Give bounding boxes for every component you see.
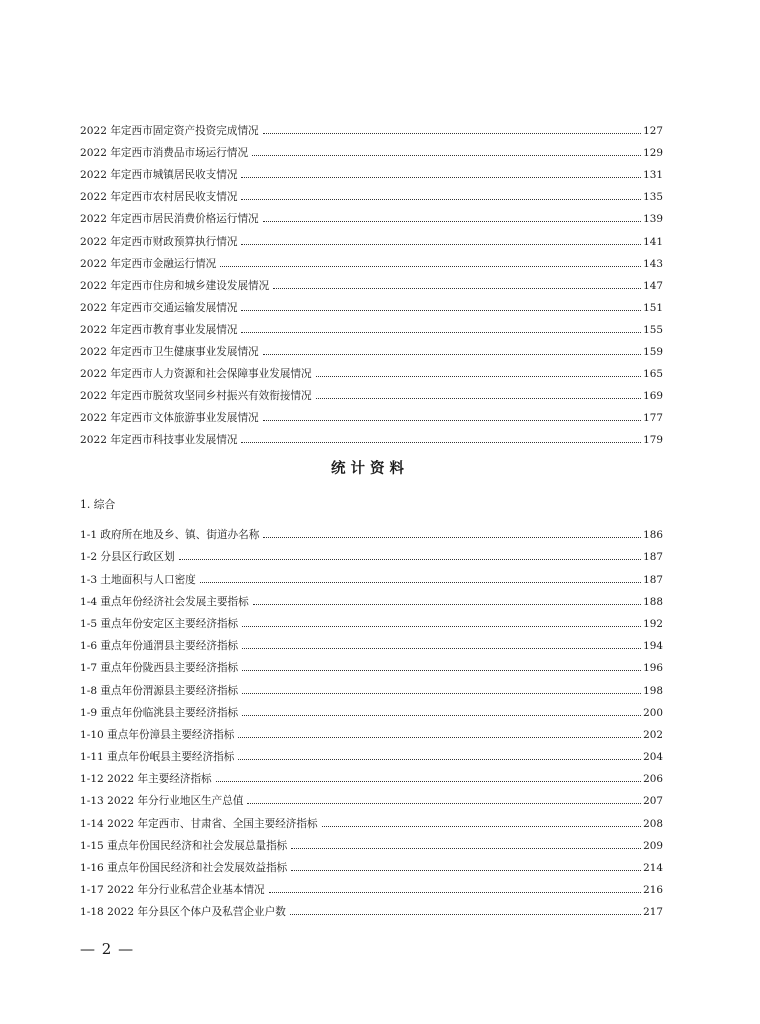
toc-entry-page: 188 [643, 595, 663, 608]
toc-entry[interactable] [80, 807, 663, 829]
dot-leader [242, 715, 641, 716]
toc-entry-page: 198 [643, 684, 663, 697]
toc-entry-title: 2022 年定西市脱贫攻坚同乡村振兴有效衔接情况 [80, 390, 312, 403]
toc-entry-page: 131 [643, 169, 663, 182]
dot-leader [291, 848, 641, 849]
dot-leader [220, 266, 641, 267]
toc-entry-title: 1-1 政府所在地及乡、镇、街道办名称 [80, 529, 260, 542]
toc-entry[interactable] [80, 852, 663, 874]
dot-leader [247, 803, 641, 804]
toc-entry-title: 1-16 重点年份国民经济和社会发展效益指标 [80, 862, 288, 874]
toc-entry[interactable] [80, 380, 663, 402]
dot-leader [316, 398, 642, 399]
dot-leader [241, 177, 641, 178]
toc-entry[interactable] [80, 608, 663, 630]
toc-entry[interactable] [80, 358, 663, 380]
toc-entry-title: 2022 年定西市农村居民收支情况 [80, 191, 238, 204]
toc-entry-page: 206 [643, 773, 663, 786]
toc-entry-title: 2022 年定西市卫生健康事业发展情况 [80, 346, 259, 359]
toc-entry[interactable] [80, 586, 663, 608]
toc-entry[interactable] [80, 719, 663, 741]
toc-entry-page: 194 [643, 640, 663, 653]
dot-leader [200, 582, 641, 583]
toc-entry-page: 143 [643, 257, 663, 270]
toc-entry-title: 1-17 2022 年分行业私营企业基本情况 [80, 884, 265, 897]
toc-entry[interactable] [80, 270, 663, 292]
toc-entry-title: 2022 年定西市科技事业发展情况 [80, 434, 238, 447]
toc-entry[interactable] [80, 115, 663, 137]
toc-entry[interactable] [80, 292, 663, 314]
toc-entry-page: 192 [643, 617, 663, 630]
toc-entry-page: 204 [643, 751, 663, 764]
dot-leader [263, 537, 641, 538]
toc-entry-page: 139 [643, 213, 663, 226]
toc-entry[interactable] [80, 563, 663, 585]
toc-entry-title: 1-2 分县区行政区划 [80, 551, 175, 564]
dot-leader [242, 648, 641, 649]
toc-entry-title: 1-6 重点年份通渭县主要经济指标 [80, 640, 239, 653]
toc-entry-title: 2022 年定西市固定资产投资完成情况 [80, 125, 259, 138]
subsection-heading: 1. 综合 [80, 498, 116, 511]
toc-entry-page: 177 [643, 412, 663, 425]
dot-leader [273, 288, 641, 289]
toc-entry-page: 135 [643, 191, 663, 204]
toc-entry-page: 155 [643, 323, 663, 336]
toc-entry[interactable] [80, 225, 663, 247]
toc-entry[interactable] [80, 741, 663, 763]
toc-entry[interactable] [80, 541, 663, 563]
dot-leader [241, 244, 641, 245]
dot-leader [238, 737, 641, 738]
toc-entry[interactable] [80, 424, 663, 446]
dot-leader [263, 354, 642, 355]
toc-entry-title: 2022 年定西市住房和城乡建设发展情况 [80, 279, 270, 292]
toc-entry[interactable] [80, 785, 663, 807]
toc-list-reports [80, 115, 663, 446]
toc-entry[interactable] [80, 830, 663, 852]
toc-entry-title: 1-4 重点年份经济社会发展主要指标 [80, 595, 249, 608]
dot-leader [242, 693, 641, 694]
toc-entry-page: 129 [643, 147, 663, 160]
toc-entry-title: 1-14 2022 年定西市、甘肃省、全国主要经济指标 [80, 817, 318, 830]
dot-leader [290, 914, 641, 915]
dot-leader [242, 626, 641, 627]
toc-entry-title: 1-12 2022 年主要经济指标 [80, 773, 212, 786]
dot-leader [263, 420, 642, 421]
toc-entry[interactable] [80, 630, 663, 652]
dot-leader [241, 199, 641, 200]
toc-entry-page: 214 [643, 862, 663, 874]
toc-entry-title: 2022 年定西市金融运行情况 [80, 257, 217, 270]
toc-entry-title: 2022 年定西市教育事业发展情况 [80, 323, 238, 336]
toc-entry-page: 187 [643, 551, 663, 564]
toc-entry[interactable] [80, 674, 663, 696]
toc-entry-title: 2022 年定西市交通运输发展情况 [80, 301, 238, 314]
toc-entry-title: 1-7 重点年份陇西县主要经济指标 [80, 662, 239, 675]
toc-entry-page: 151 [643, 301, 663, 314]
dot-leader [263, 221, 642, 222]
dot-leader [238, 759, 641, 760]
toc-entry-title: 1-13 2022 年分行业地区生产总值 [80, 795, 244, 808]
toc-entry[interactable] [80, 763, 663, 785]
toc-entry-title: 1-5 重点年份安定区主要经济指标 [80, 617, 239, 630]
toc-entry-page: 147 [643, 279, 663, 292]
toc-entry[interactable] [80, 248, 663, 270]
toc-entry-page: 169 [643, 390, 663, 403]
toc-entry-page: 209 [643, 839, 663, 852]
toc-entry[interactable] [80, 336, 663, 358]
dot-leader [242, 670, 641, 671]
toc-entry[interactable] [80, 402, 663, 424]
toc-list-statistics [80, 519, 663, 918]
toc-entry-page: 207 [643, 795, 663, 808]
dot-leader [179, 559, 642, 560]
toc-entry-title: 1-18 2022 年分县区个体户及私营企业户数 [80, 906, 286, 919]
page-number: — 2 — [80, 940, 135, 958]
dot-leader [216, 781, 642, 782]
toc-entry[interactable] [80, 519, 663, 541]
toc-entry[interactable] [80, 652, 663, 674]
toc-entry[interactable] [80, 159, 663, 181]
toc-entry-page: 165 [643, 368, 663, 381]
toc-entry-title: 2022 年定西市文体旅游事业发展情况 [80, 412, 259, 425]
toc-entry-title: 2022 年定西市消费品市场运行情况 [80, 147, 249, 160]
dot-leader [253, 604, 641, 605]
dot-leader [241, 442, 641, 443]
toc-entry-page: 200 [643, 706, 663, 719]
dot-leader [252, 155, 641, 156]
toc-entry-page: 187 [643, 573, 663, 586]
toc-entry-title: 1-15 重点年份国民经济和社会发展总量指标 [80, 839, 288, 852]
dot-leader [241, 310, 641, 311]
toc-entry-page: 217 [643, 906, 663, 919]
dot-leader [322, 826, 642, 827]
toc-entry[interactable] [80, 874, 663, 896]
dot-leader [241, 332, 641, 333]
toc-entry[interactable] [80, 137, 663, 159]
toc-entry-page: 196 [643, 662, 663, 675]
toc-entry-title: 2022 年定西市财政预算执行情况 [80, 235, 238, 248]
toc-entry[interactable] [80, 181, 663, 203]
toc-entry-page: 202 [643, 728, 663, 741]
toc-entry-title: 1-10 重点年份漳县主要经济指标 [80, 728, 235, 741]
toc-entry-page: 186 [643, 529, 663, 542]
toc-entry-page: 159 [643, 346, 663, 359]
toc-entry[interactable] [80, 314, 663, 336]
toc-entry-title: 2022 年定西市人力资源和社会保障事业发展情况 [80, 368, 312, 381]
dot-leader [291, 870, 641, 871]
dot-leader [269, 892, 642, 893]
toc-entry-page: 216 [643, 884, 663, 897]
toc-entry-title: 1-8 重点年份渭源县主要经济指标 [80, 684, 239, 697]
toc-entry-title: 1-11 重点年份岷县主要经济指标 [80, 751, 235, 764]
dot-leader [263, 133, 642, 134]
toc-entry-page: 127 [643, 125, 663, 138]
toc-entry[interactable] [80, 203, 663, 225]
toc-entry-page: 179 [643, 434, 663, 447]
toc-entry[interactable] [80, 896, 663, 918]
toc-entry[interactable] [80, 697, 663, 719]
toc-entry-title: 2022 年定西市城镇居民收支情况 [80, 169, 238, 182]
toc-entry-title: 1-9 重点年份临洮县主要经济指标 [80, 706, 239, 719]
section-heading: 统计资料 [331, 460, 409, 477]
toc-entry-title: 1-3 土地面积与人口密度 [80, 573, 196, 586]
dot-leader [316, 376, 642, 377]
toc-entry-page: 141 [643, 235, 663, 248]
toc-entry-title: 2022 年定西市居民消费价格运行情况 [80, 213, 259, 226]
toc-entry-page: 208 [643, 817, 663, 830]
